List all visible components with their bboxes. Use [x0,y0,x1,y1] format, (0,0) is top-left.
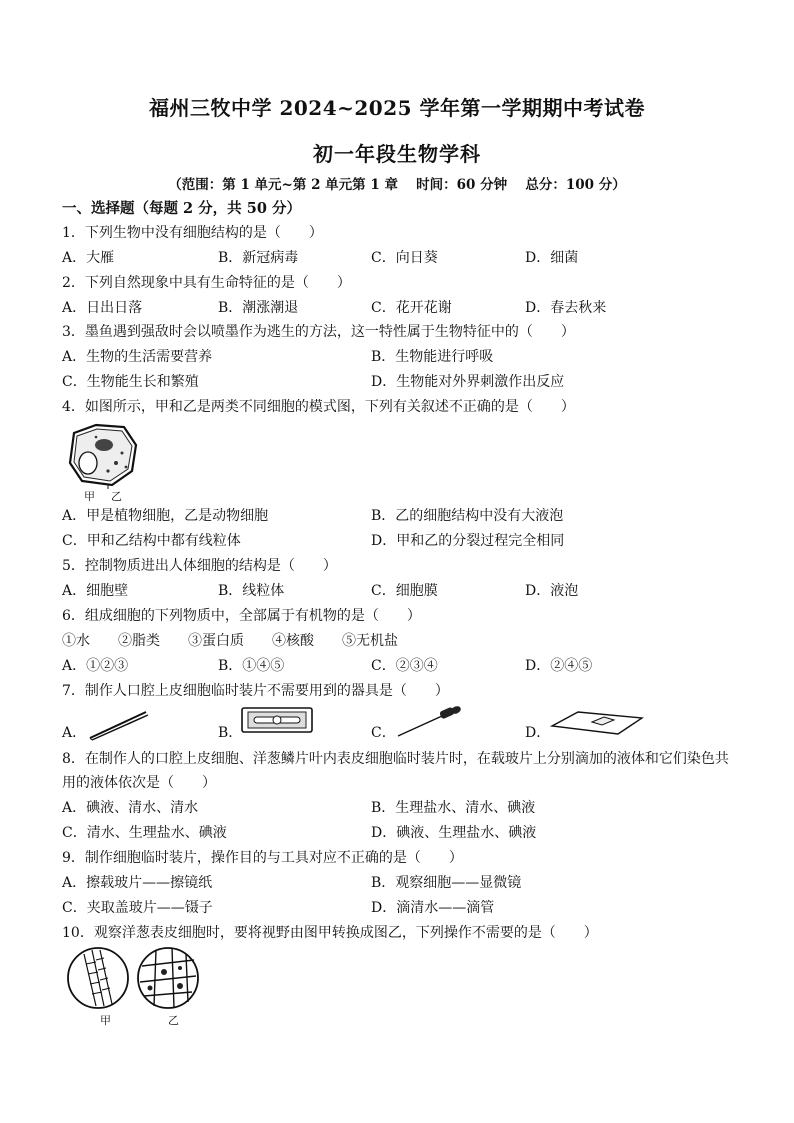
q5-option-d: D．液泡 [525,583,579,599]
q6-option-b: B．①④⑤ [218,658,285,674]
exam-title: 福州三牧中学 2024~2025 学年第一学期期中考试卷 [148,96,645,120]
q2-option-a: A．日出日落 [62,300,143,316]
q5-option-c: C．细胞膜 [371,583,438,599]
q10-view-jia-figure [66,946,130,1010]
q2-stem: 2．下列自然现象中具有生命特征的是（ ） [62,275,351,291]
q8-stem-cont: 用的液体依次是（ ） [62,775,216,791]
razor-blade-icon [240,706,314,734]
q5-stem: 5．控制物质进出人体细胞的结构是（ ） [62,558,337,574]
dropper-icon [394,704,464,740]
tweezers-icon [86,706,150,742]
q6-items: ①水 ②脂类 ③蛋白质 ④核酸 ⑤无机盐 [62,633,398,649]
exam-info: （范围：第 1 单元~第 2 单元第 1 章 时间：60 分钟 总分：100 分） [168,177,626,193]
q10-fig-label-jia: 甲 [100,1014,111,1027]
section-title: 一、选择题（每题 2 分，共 50 分） [62,200,301,217]
q10-stem: 10．观察洋葱表皮细胞时，要将视野由图甲转换成图乙，下列操作不需要的是（ ） [62,925,598,941]
q6-option-c: C．②③④ [371,658,438,674]
glass-slide-icon [548,708,644,738]
q8-option-b: B．生理盐水、清水、碘液 [371,800,536,816]
q6-option-a: A．①②③ [62,658,129,674]
q3-option-b: B．生物能进行呼吸 [371,349,494,365]
q1-option-b: B．新冠病毒 [218,250,299,266]
q1-option-a: A．大雁 [62,250,115,266]
q7-option-a: A． [62,725,87,741]
q6-stem: 6．组成细胞的下列物质中，全部属于有机物的是（ ） [62,608,421,624]
q8-option-c: C．清水、生理盐水、碘液 [62,825,227,841]
q9-option-c: C．夹取盖玻片——镊子 [62,900,213,916]
q3-option-a: A．生物的生活需要营养 [62,349,213,365]
q1-option-c: C．向日葵 [371,250,438,266]
q7-option-b: B． [218,725,243,741]
q10-fig-label-yi: 乙 [168,1014,179,1027]
q4-option-c: C．甲和乙结构中都有线粒体 [62,533,241,549]
q7-option-d: D． [525,725,551,741]
q5-option-a: A．细胞壁 [62,583,129,599]
q1-option-d: D．细菌 [525,250,579,266]
q4-fig-label-jia: 甲 [84,490,95,503]
q7-option-c: C． [371,725,396,741]
q4-option-b: B．乙的细胞结构中没有大液泡 [371,508,564,524]
q10-view-yi-figure [136,946,200,1010]
q9-option-b: B．观察细胞——显微镜 [371,875,522,891]
q4-fig-label-yi: 乙 [111,490,122,503]
q9-option-a: A．擦载玻片——擦镜纸 [62,875,213,891]
q3-stem: 3．墨鱼遇到强敌时会以喷墨作为逃生的方法，这一特性属于生物特征中的（ ） [62,324,575,340]
q9-option-d: D．滴清水——滴管 [371,900,495,916]
q2-option-d: D．春去秋来 [525,300,607,316]
q1-stem: 1．下列生物中没有细胞结构的是（ ） [62,225,323,241]
q8-option-a: A．碘液、清水、清水 [62,800,199,816]
q4-option-d: D．甲和乙的分裂过程完全相同 [371,533,565,549]
exam-subtitle: 初一年段生物学科 [313,142,481,166]
q9-stem: 9．制作细胞临时装片，操作目的与工具对应不正确的是（ ） [62,850,463,866]
q3-option-c: C．生物能生长和繁殖 [62,374,199,390]
q8-option-d: D．碘液、生理盐水、碘液 [371,825,537,841]
q4-option-a: A．甲是植物细胞，乙是动物细胞 [62,508,269,524]
q3-option-d: D．生物能对外界刺激作出反应 [371,374,565,390]
q2-option-c: C．花开花谢 [371,300,452,316]
q7-stem: 7．制作人口腔上皮细胞临时装片不需要用到的器具是（ ） [62,683,449,699]
q6-option-d: D．②④⑤ [525,658,593,674]
q2-option-b: B．潮涨潮退 [218,300,299,316]
q8-stem: 8．在制作人的口腔上皮细胞、洋葱鳞片叶内表皮细胞临时装片时，在载玻片上分别滴加的液体和它们染色共 [62,751,729,767]
q4-cell-figure [66,423,146,489]
q4-stem: 4．如图所示，甲和乙是两类不同细胞的模式图，下列有关叙述不正确的是（ ） [62,399,575,415]
q5-option-b: B．线粒体 [218,583,285,599]
